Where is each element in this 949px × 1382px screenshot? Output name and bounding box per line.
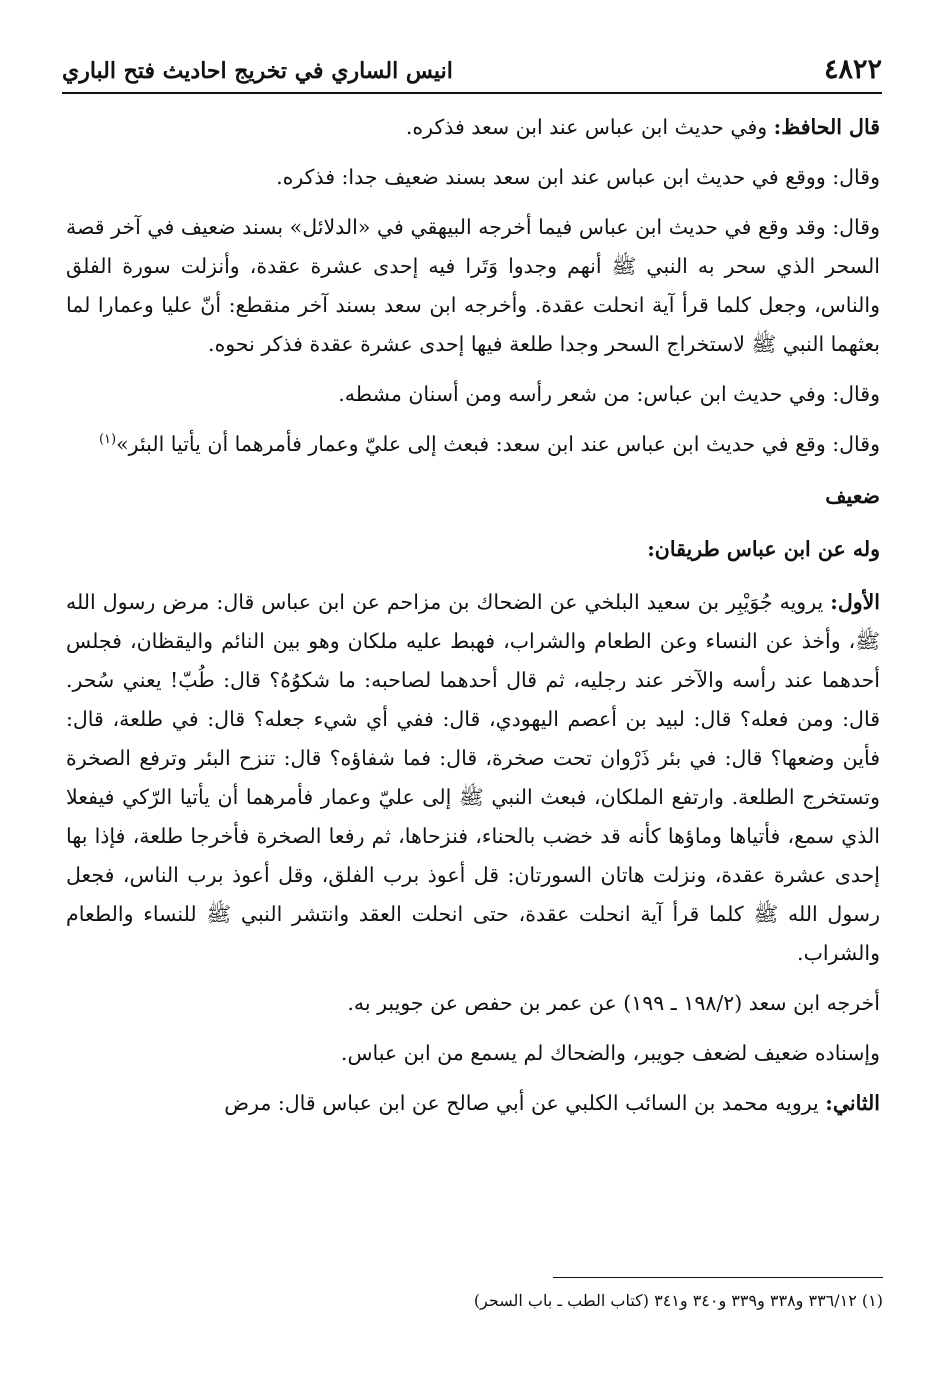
- paragraph-label: قال الحافظ:: [773, 115, 880, 139]
- paragraph-hafiz: [66, 108, 880, 147]
- footnote-marker: (١): [98, 432, 117, 448]
- isnad-grade-line: وإسناده ضعيف لضعف جويبر، والضحاك لم يسمع من ابن عباس.: [340, 1041, 880, 1065]
- main-text: [66, 108, 880, 1134]
- route-label: الأول:: [830, 590, 880, 614]
- paragraph-second-route: [66, 1084, 880, 1123]
- paragraph-text: وقال: وقع في حديث ابن عباس عند ابن سعد: فبعث إلى عليّ وعمار فأمرهما أن يأتيا البئر»: [116, 432, 880, 456]
- paragraph-quote: [66, 425, 880, 464]
- paragraph-text: وقال: وقد وقع في حديث ابن عباس فيما أخرجه البيهقي في «الدلائل» بسند ضعيف في آخر قصة السحر الذي سحر به النبي ﷺ أنهم وجدوا وَتَرا فيه إحدى عشرة عقدة، وأنزلت سورة الفلق والناس، وجعل كلما قرأ آية انحلت عقدة. وأخرجه ابن سعد بسند آخر منقطع: أنّ عليا وعمارا لما بعثهما النبي ﷺ لاستخراج السحر وجدا طلعة فيها إحدى عشرة عقدة فذكر نحوه.: [66, 215, 880, 356]
- page-header: [62, 52, 882, 94]
- section-heading: وله عن ابن عباس طريقان:: [647, 537, 880, 561]
- paragraph-quote: [66, 208, 880, 364]
- paragraph-text: وقال: وفي حديث ابن عباس: من شعر رأسه ومن أسنان مشطه.: [338, 382, 880, 406]
- paragraph-text: وقال: ووقع في حديث ابن عباس عند ابن سعد بسند ضعيف جدا: فذكره.: [276, 165, 880, 189]
- paragraph-quote: [66, 375, 880, 414]
- footnote: (١) ٣٣٦/١٢ و٣٣٨ و٣٣٩ و٣٤٠ و٣٤١ (كتاب الطب ـ باب السحر): [473, 1291, 883, 1310]
- grade-heading: ضعيف: [825, 484, 880, 508]
- paragraph-first-route: [66, 583, 880, 973]
- route-label: الثاني:: [825, 1091, 880, 1115]
- page-number: ٤٨٢٢: [823, 54, 882, 85]
- takhrij-line: أخرجه ابن سعد (١٩٨/٢ ـ ١٩٩) عن عمر بن حفص عن جويبر به.: [347, 991, 880, 1015]
- paragraph-quote: [66, 158, 880, 197]
- route-text: يرويه جُوَيْبِر بن سعيد البلخي عن الضحاك بن مزاحم عن ابن عباس قال: مرض رسول الله ﷺ، وأخذ عن النساء وعن الطعام والشراب، فهبط عليه ملكان وهو بين النائم واليقظان، فجلس أحدهما عند رأسه والآخر عند رجليه، ثم قال أحدهما لصاحبه: ما شكوُهُ؟ قال: طُبّ! يعني سُحر. قال: ومن فعله؟ قال: لبيد بن أعصم اليهودي، قال: ففي أي شيء جعله؟ قال: في طلعة، قال: فأين وضعها؟ قال: في بئر ذَرْوان تحت صخرة، قال: فما شفاؤه؟ قال: تنزح البئر وترفع الصخرة وتستخرج الطلعة. وارتفع الملكان، فبعث النبي ﷺ إلى عليّ وعمار فأمرهما أن يأتيا الرّكي فيفعلا الذي سمع، فأتياها وماؤها كأنه قد خضب بالحناء، فنزحاها، ثم رفعا الصخرة فأخرجا طلعة، فإذا بها إحدى عشرة عقدة، ونزلت هاتان السورتان: قل أعوذ برب الفلق، وقل أعوذ برب الناس، فجعل رسول الله ﷺ كلما قرأ آية انحلت عقدة، حتى انحلت العقد وانتشر النبي ﷺ للنساء والطعام والشراب.: [66, 590, 880, 965]
- paragraph-text: وفي حديث ابن عباس عند ابن سعد فذكره.: [405, 115, 774, 139]
- footnote-divider: [553, 1277, 883, 1278]
- route-text: يرويه محمد بن السائب الكلبي عن أبي صالح عن ابن عباس قال: مرض: [224, 1091, 826, 1115]
- book-title: انيس الساري في تخريج احاديث فتح الباري: [62, 58, 453, 84]
